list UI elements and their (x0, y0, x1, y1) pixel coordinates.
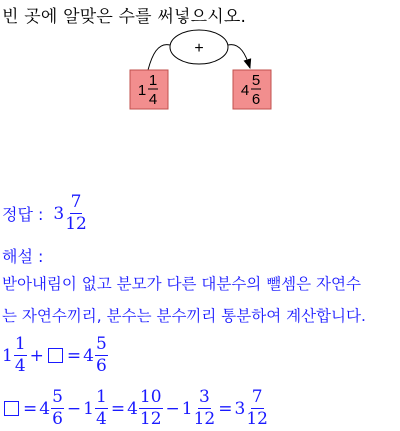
eq2-t3-denominator: 12 (139, 409, 162, 429)
answer-label: 정답 : (2, 205, 44, 224)
operator-label: + (194, 40, 204, 57)
eq1-a-numerator: 1 (14, 334, 26, 354)
eq2-t2-fraction (95, 389, 108, 428)
answer-numerator: 7 (70, 192, 82, 212)
eq2-t4-numerator: 3 (199, 387, 210, 407)
explanation-line-1: 받아내림이 없고 분모가 다른 대분수의 뺄셈은 자연수 (2, 275, 361, 293)
eq1-b-denominator: 6 (95, 356, 107, 376)
eq2-t5-fraction (246, 389, 268, 428)
eq1-b-whole: 4 (83, 345, 94, 366)
left-box-whole: 1 (137, 82, 147, 99)
plus-sign: + (29, 345, 44, 366)
answer-denominator: 12 (65, 214, 87, 234)
blank-square-icon (4, 401, 19, 416)
eq2-t2-denominator: 4 (95, 409, 107, 429)
eq2-t5-whole: 3 (234, 398, 246, 419)
left-box-denominator: 4 (148, 91, 158, 108)
eq2-t5-denominator: 12 (246, 409, 268, 429)
eq1-a-denominator: 4 (14, 356, 26, 376)
eq2-t4-denominator: 12 (193, 409, 216, 429)
right-box-denominator: 6 (251, 91, 261, 108)
operation-diagram (0, 0, 400, 120)
eq2-t5-numerator: 7 (251, 387, 263, 407)
right-box-numerator: 5 (251, 72, 261, 89)
equals-sign: = (218, 398, 233, 419)
eq2-t4-fraction (194, 389, 216, 428)
answer-fraction (65, 194, 87, 233)
eq1-b-numerator: 5 (95, 334, 107, 354)
eq2-t2-numerator: 1 (95, 387, 107, 407)
eq2-t3-fraction (139, 389, 163, 428)
eq2-t3-numerator: 10 (139, 387, 162, 407)
equals-sign: = (66, 345, 82, 366)
blank-square-icon (48, 348, 63, 363)
eq1-a-whole: 1 (2, 345, 13, 366)
explanation-line-2: 는 자연수끼리, 분수는 분수끼리 통분하여 계산합니다. (2, 307, 366, 325)
eq2-t2-whole: 1 (83, 398, 94, 419)
minus-sign: − (165, 398, 180, 419)
equals-sign: = (23, 398, 38, 419)
eq2-t3-whole: 4 (127, 398, 138, 419)
answer-whole: 3 (53, 203, 65, 224)
eq1-b-fraction (95, 336, 108, 375)
right-arrow-line (228, 45, 250, 68)
eq2-t1-denominator: 6 (52, 409, 63, 429)
eq2-t1-fraction (51, 389, 64, 428)
minus-sign: − (66, 398, 82, 419)
eq2-t1-whole: 4 (39, 398, 51, 419)
question-text: 빈 곳에 알맞은 수를 써넣으시오. (2, 7, 247, 27)
answer-line (2, 194, 88, 233)
left-connector-line (148, 45, 170, 70)
eq2-t1-numerator: 5 (52, 387, 63, 407)
equation-2 (2, 389, 269, 428)
equals-sign: = (110, 398, 126, 419)
right-box-whole: 4 (240, 82, 250, 99)
explanation-label: 해설 : (2, 247, 44, 266)
equation-1 (2, 336, 109, 375)
eq2-t4-whole: 1 (181, 398, 193, 419)
left-box-numerator: 1 (148, 72, 158, 89)
eq1-a-fraction (14, 336, 27, 375)
